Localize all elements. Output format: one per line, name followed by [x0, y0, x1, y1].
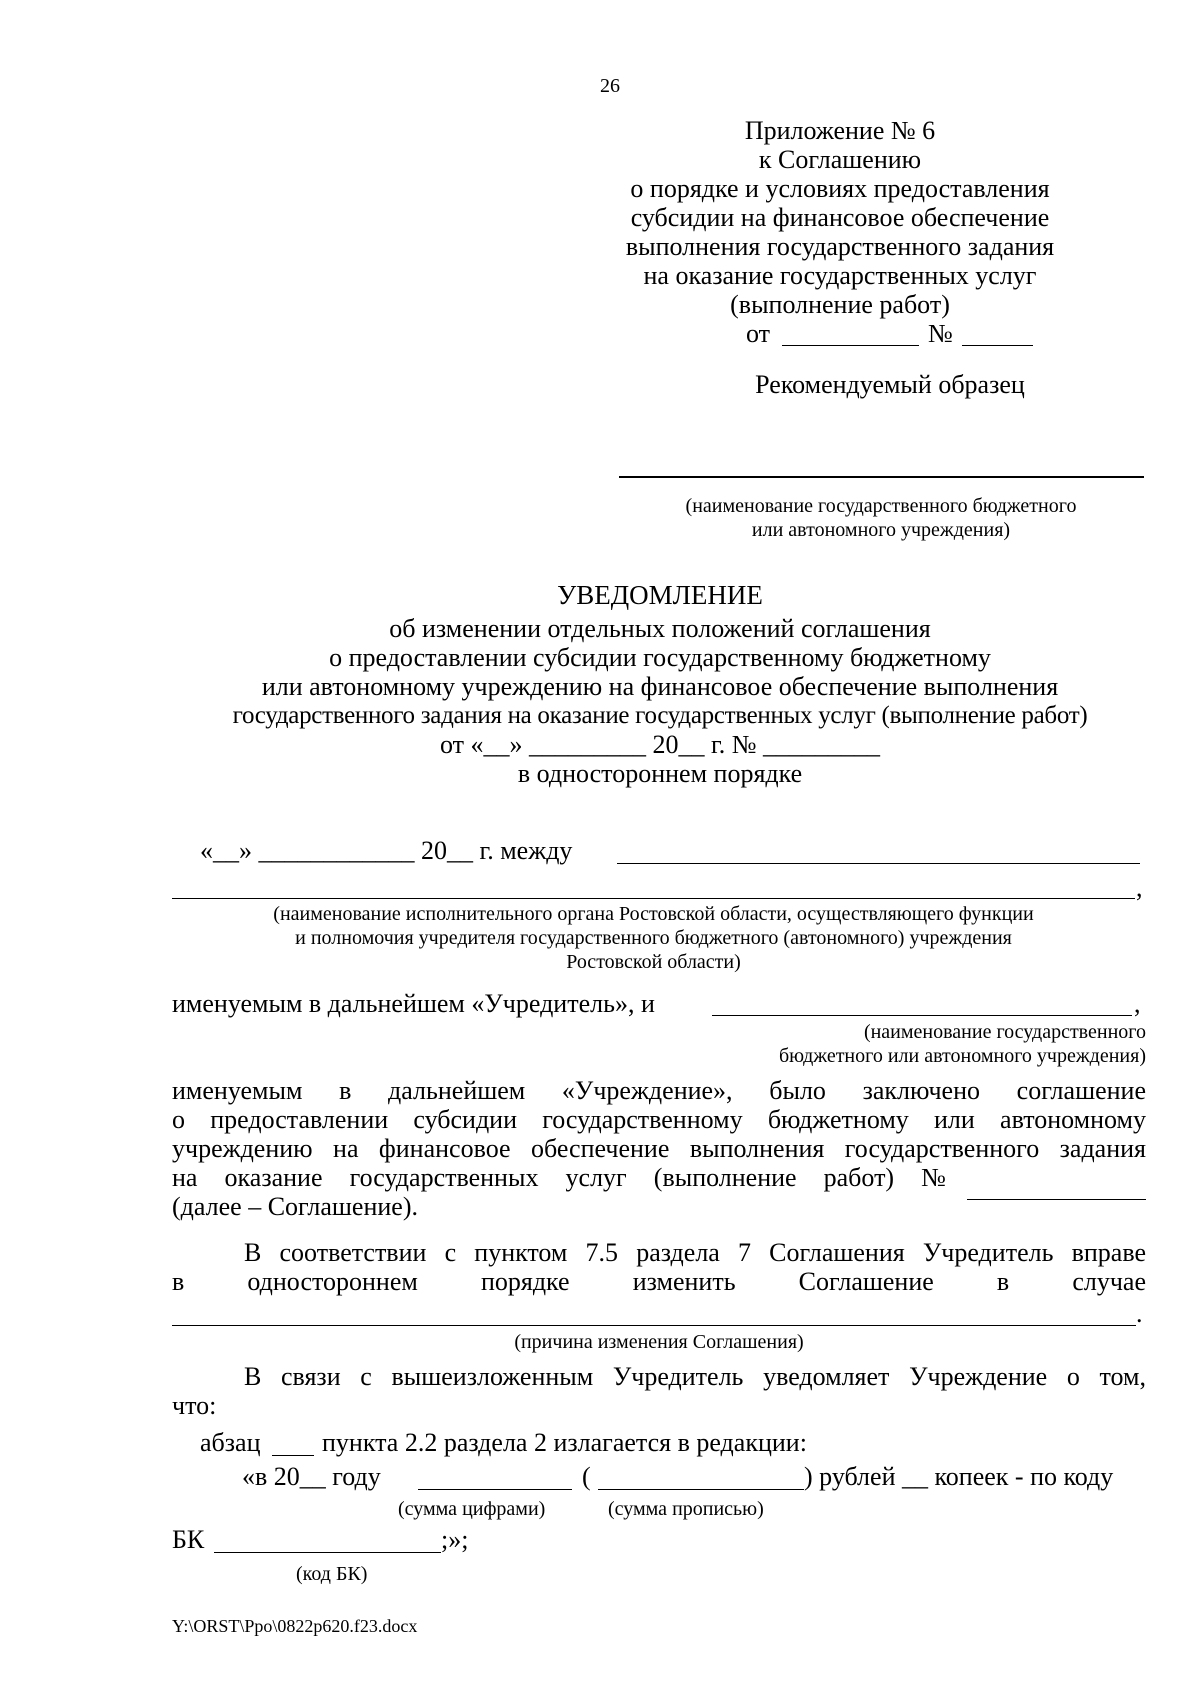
- bk-blank: [214, 1552, 441, 1553]
- document-title: УВЕДОМЛЕНИЕ: [557, 580, 763, 610]
- caption-line: бюджетного или автономного учреждения): [778, 1045, 1146, 1067]
- paragraph-line: (далее – Соглашение).: [172, 1192, 418, 1221]
- paragraph-line: учреждению на финансовое обеспечение выполнения государственного задания: [172, 1134, 1146, 1163]
- caption-line: (наименование государственного бюджетного: [685, 495, 1077, 517]
- year-line-start: «в 20__ году: [242, 1462, 381, 1491]
- abzac-label: абзац: [200, 1428, 261, 1457]
- appendix-line: на оказание государственных услуг: [643, 261, 1037, 290]
- caption-line: (наименование исполнительного органа Ростовской области, осуществляющего функции: [273, 903, 1034, 925]
- appendix-number-blank: [962, 345, 1033, 346]
- appendix-line: к Соглашению: [758, 145, 922, 174]
- paragraph-line: на оказание государственных услуг (выполнение работ) №: [172, 1163, 946, 1192]
- appendix-date-blank: [782, 345, 919, 346]
- founder-name-line: [172, 898, 1135, 899]
- institution-caption: [620, 1020, 1146, 1068]
- footer-file-path: Y:\ORST\Ppo\0822p620.f23.docx: [172, 1616, 418, 1636]
- comma: ,: [1136, 873, 1143, 902]
- paragraph-line: именуемым в дальнейшем «Учреждение», было заключено соглашение: [172, 1076, 1146, 1105]
- appendix-line: о порядке и условиях предоставления: [630, 174, 1050, 203]
- appendix-line: субсидии на финансовое обеспечение: [630, 203, 1050, 232]
- paragraph-line: что:: [172, 1391, 217, 1420]
- title-line: о предоставлении субсидии государственному бюджетному: [329, 643, 991, 672]
- abzac-text: пункта 2.2 раздела 2 излагается в редакции:: [322, 1428, 807, 1457]
- sum-words-blank: [598, 1489, 804, 1490]
- title-line: об изменении отдельных положений соглашения: [389, 614, 931, 643]
- paragraph-line: в одностороннем порядке изменить Соглашение в случае: [172, 1267, 1146, 1296]
- sum-digits-blank: [418, 1489, 572, 1490]
- appendix-number-sign: №: [928, 319, 953, 348]
- recommended-label: Рекомендуемый образец: [755, 370, 1025, 399]
- recipient-name-line: [619, 476, 1144, 478]
- open-paren: (: [582, 1462, 591, 1491]
- institution-name-line: [712, 1015, 1132, 1016]
- caption-line: Ростовской области): [566, 951, 741, 973]
- appendix-line: Приложение № 6: [744, 116, 936, 145]
- title-line: или автономному учреждению на финансовое обеспечение выполнения: [261, 672, 1059, 701]
- year-line-end: ) рублей __ копеек - по коду: [804, 1462, 1114, 1491]
- paragraph-right: [172, 1238, 1146, 1296]
- caption-line: (наименование государственного: [863, 1021, 1146, 1043]
- founder-caption: [172, 902, 1135, 974]
- caption-line: или автономного учреждения): [751, 519, 1011, 541]
- paragraph-line: о предоставлении субсидии государственному бюджетному или автономному: [172, 1105, 1146, 1134]
- agreement-date-line: «__» ____________ 20__ г. между: [200, 836, 573, 865]
- title-line: государственного задания на оказание государственных услуг (выполнение работ): [232, 702, 1088, 729]
- reason-line: [172, 1325, 1136, 1326]
- paragraph-notify: [172, 1362, 1146, 1420]
- reason-caption: (причина изменения Соглашения): [514, 1331, 804, 1353]
- founder-named: именуемым в дальнейшем «Учредитель», и: [172, 989, 655, 1018]
- bk-caption: (код БК): [296, 1563, 368, 1585]
- paragraph-line: В связи с вышеизложенным Учредитель уведомляет Учреждение о том,: [244, 1362, 1146, 1391]
- title-subtitle: [140, 614, 1180, 788]
- caption-line: и полномочия учредителя государственного бюджетного (автономного) учреждения: [295, 927, 1012, 949]
- agreement-number-blank: [967, 1199, 1146, 1200]
- abzac-blank: [272, 1455, 314, 1456]
- comma: ,: [1134, 989, 1141, 1018]
- appendix-date-label: от: [746, 319, 771, 348]
- bk-label: БК: [172, 1525, 205, 1554]
- sum-words-caption: (сумма прописью): [608, 1498, 764, 1520]
- appendix-line: (выполнение работ): [730, 290, 950, 319]
- paragraph-line: В соответствии с пунктом 7.5 раздела 7 Соглашения Учредитель вправе: [244, 1238, 1146, 1267]
- title-mode: в одностороннем порядке: [517, 759, 803, 788]
- sum-digits-caption: (сумма цифрами): [398, 1498, 546, 1520]
- bk-end: ;»;: [441, 1525, 469, 1554]
- title-date-line: от «__» _________ 20__ г. № _________: [439, 730, 881, 759]
- recipient-caption: [620, 494, 1142, 542]
- appendix-header: [600, 116, 1080, 319]
- page-number: 26: [600, 75, 620, 97]
- period: .: [1136, 1299, 1143, 1328]
- between-blank: [617, 863, 1140, 864]
- appendix-line: выполнения государственного задания: [625, 232, 1055, 261]
